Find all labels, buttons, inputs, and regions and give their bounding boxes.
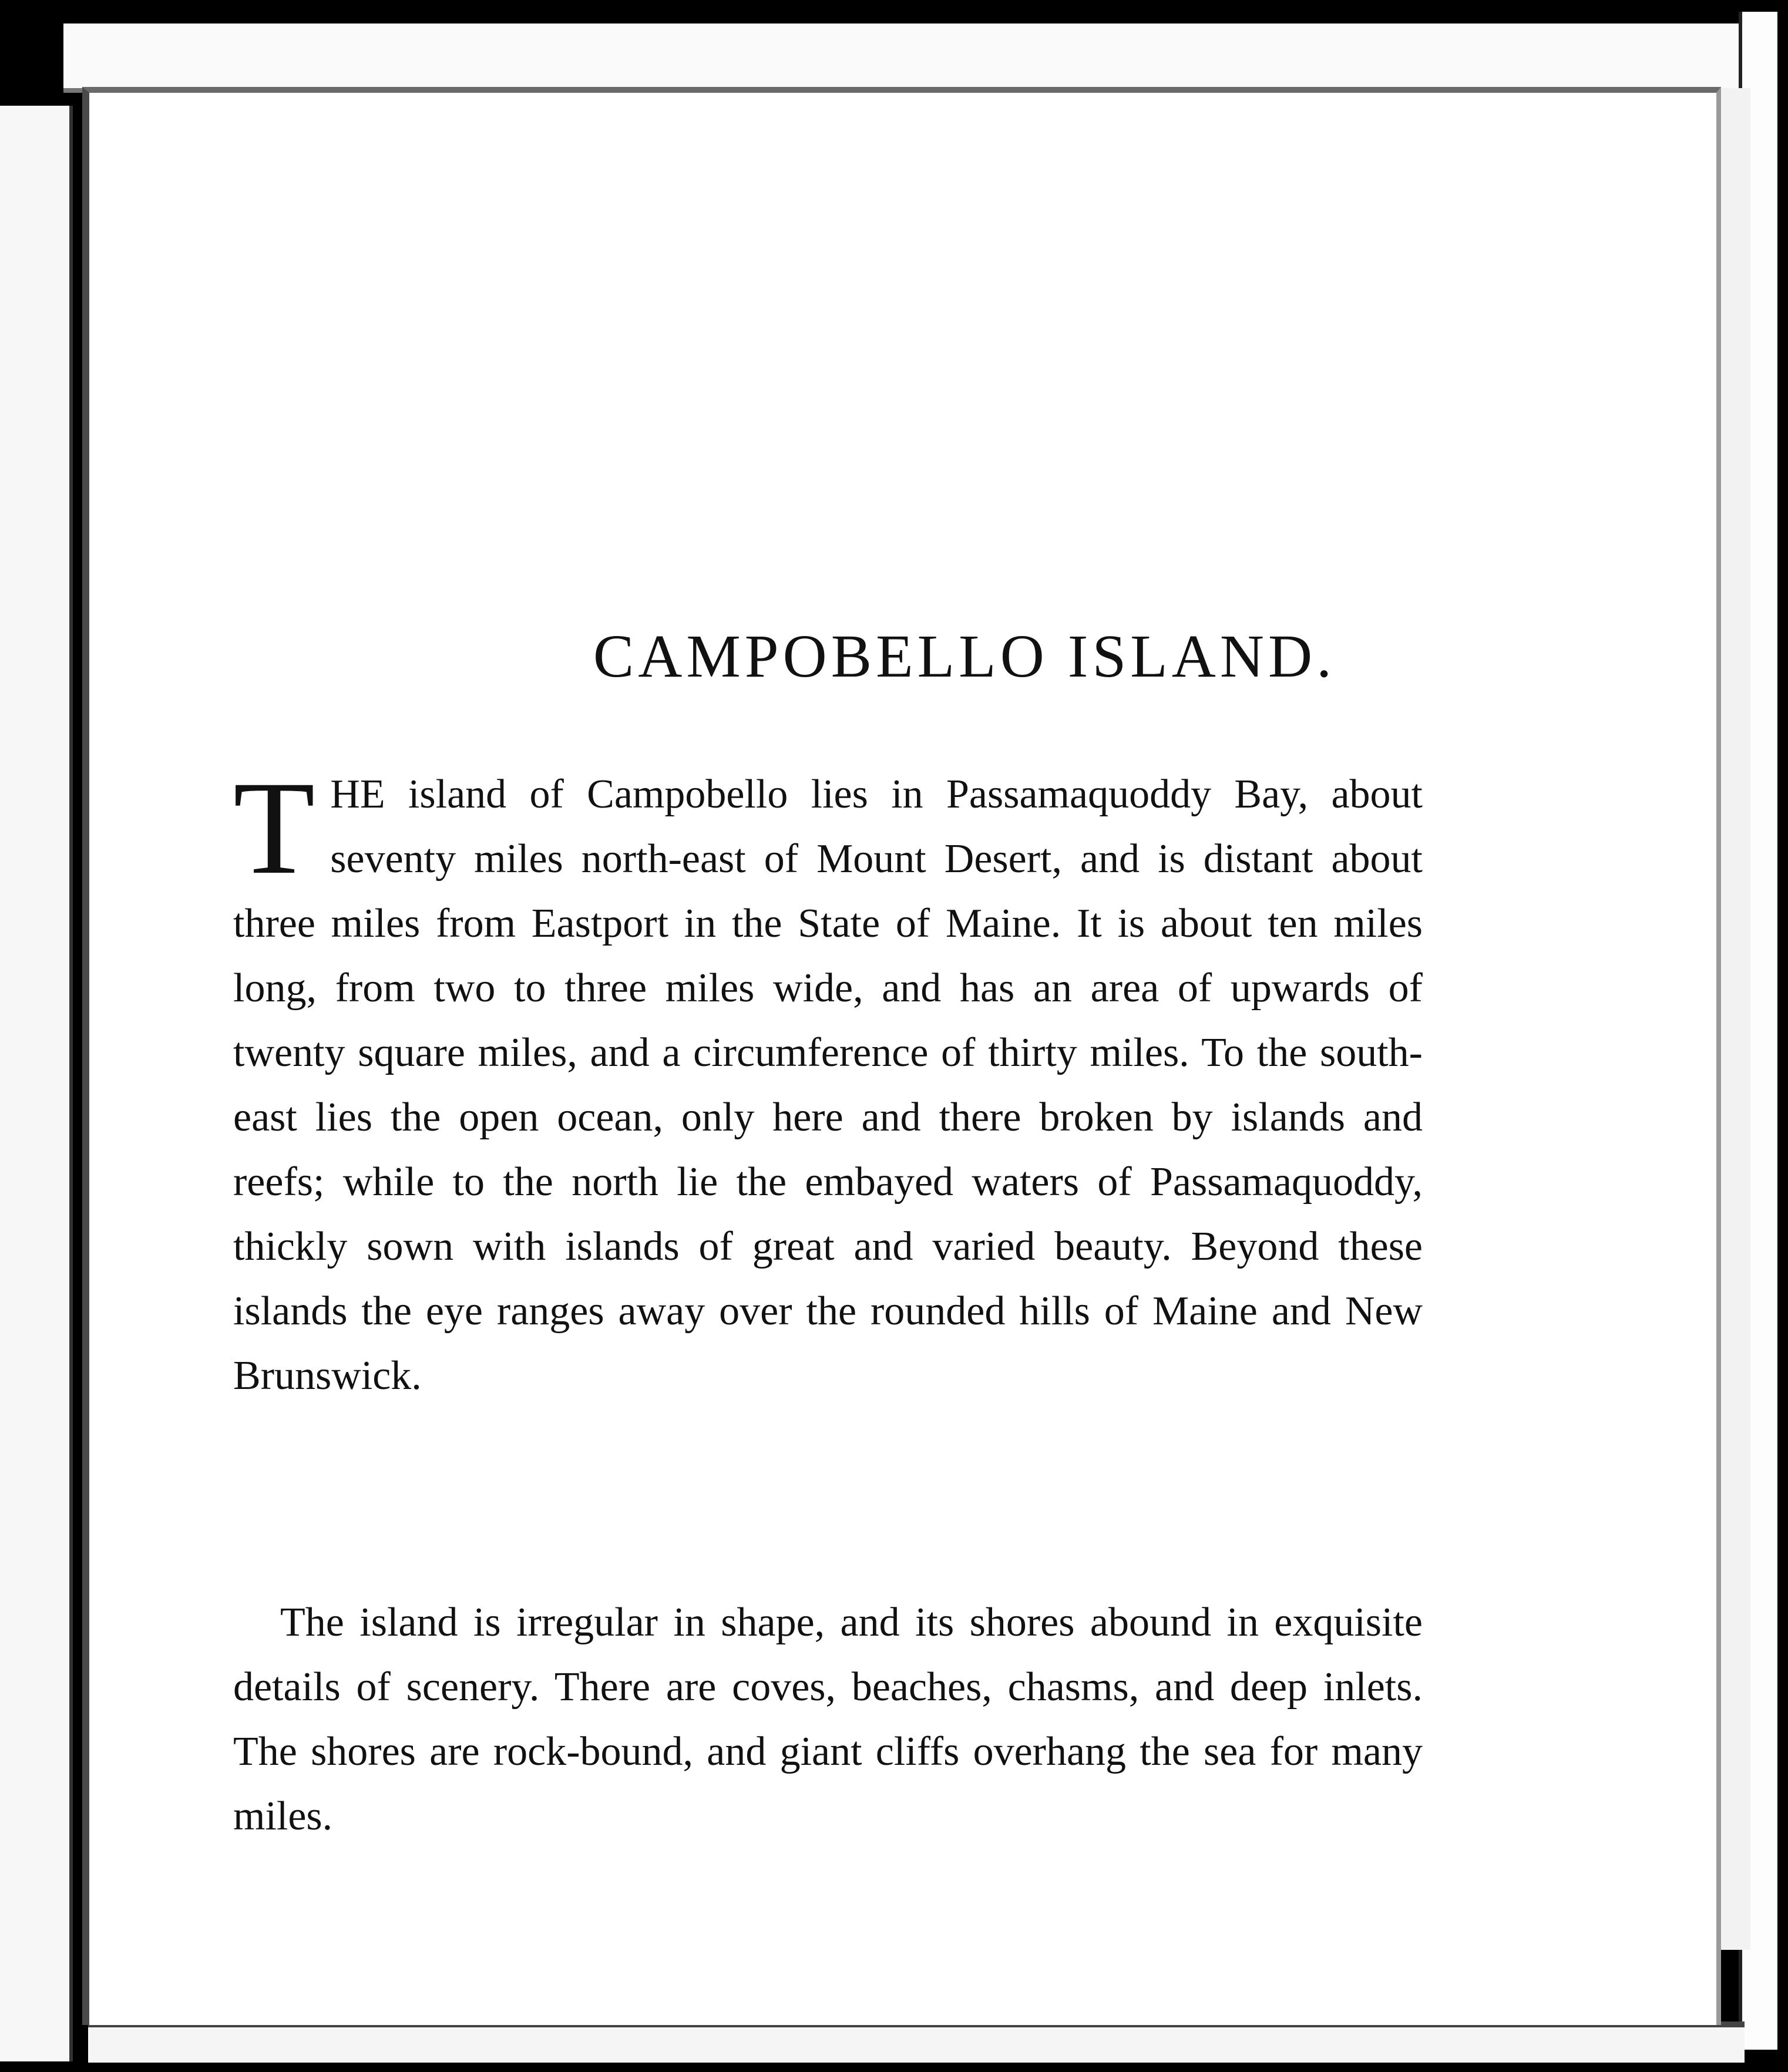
paragraph-1-text: HE island of Campobello lies in Passamaquoddy Bay, about seventy miles north-east of Mount Desert, and is distant about three miles from Eastport in the State of Maine. It is about ten miles long, from two to three miles wide, and has an area of upwards of twenty square miles, and a circumference of thirty miles. To the south-east lies the open ocean, only here and there broken by islands and reefs; while to the north lie the embayed waters of Passamaquoddy, thickly sown with islands of great and varied beauty. Beyond these islands the eye ranges away over the rounded hills of Maine and New Brunswick. (233, 772, 1423, 1398)
page-bottom-edge (88, 2021, 1745, 2063)
back-page-top-edge (63, 23, 1743, 93)
page-title: CAMPOBELLO ISLAND. (593, 623, 1336, 690)
drop-cap: T (233, 754, 315, 902)
facing-page-edge (0, 106, 73, 2061)
paragraph-2: The island is irregular in shape, and its shores abound in exquisite details of scenery. There are coves, beaches, chasms, and deep inlets. The shores are rock-bound, and giant cliffs overhang the sea for many miles. (233, 1600, 1423, 1839)
book-page (82, 87, 1721, 2025)
paragraph-1 (233, 754, 1423, 1408)
